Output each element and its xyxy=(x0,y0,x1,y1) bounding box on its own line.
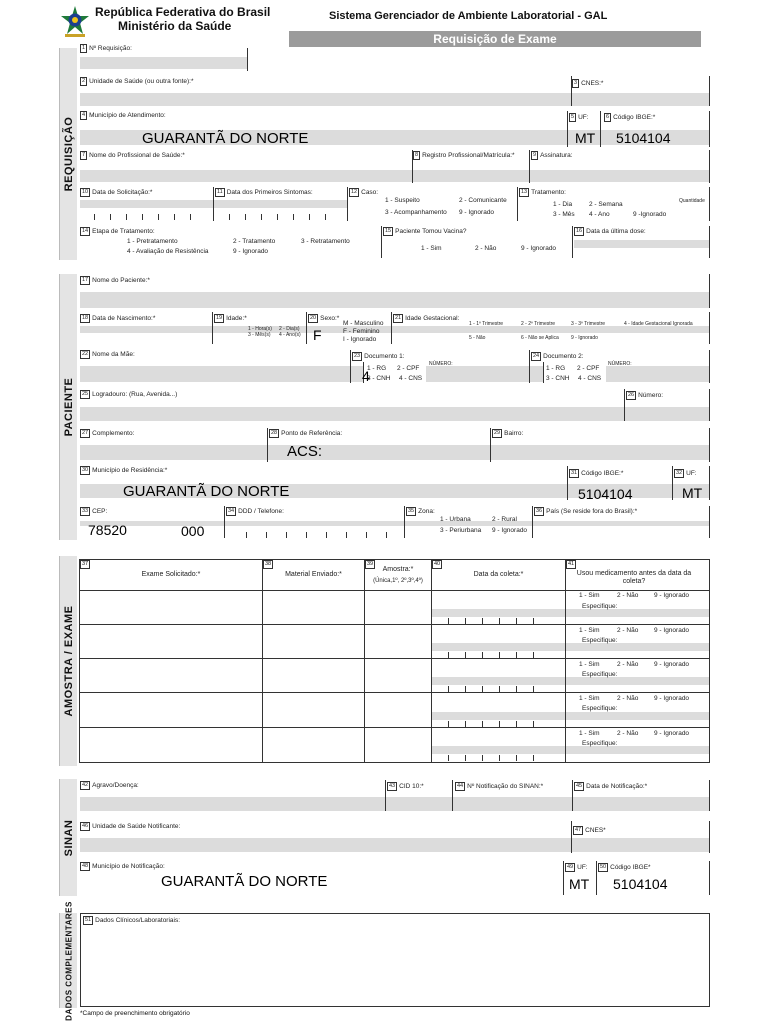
label-cnes: 3 CNES:* xyxy=(574,80,604,88)
label-notificacao-sinan: 44 Nº Notificação do SINAN:* xyxy=(457,783,544,791)
label-nome-paciente: 17 Nome do Paciente:* xyxy=(82,277,150,285)
label-uf-residencia: 32 UF: xyxy=(676,470,697,478)
system-title: Sistema Gerenciador de Ambiente Laboratorial - GAL xyxy=(329,10,608,22)
label-cid10: 43 CID 10:* xyxy=(389,783,424,791)
label-caso: 12 Caso: xyxy=(351,189,379,197)
label-data-nascimento: 18 Data de Nascimento:* xyxy=(82,315,156,323)
header-exame-solicitado: Exame Solicitado:* xyxy=(141,571,201,578)
label-municipio-residencia: 30 Município de Residência:* xyxy=(82,467,168,475)
ministry-name: Ministério da Saúde xyxy=(118,19,232,33)
label-uf-notificacao: 49 UF: xyxy=(567,864,588,872)
label-documento1: 23 Documento 1: xyxy=(354,353,405,361)
brazil-coat-of-arms-icon xyxy=(60,5,90,39)
label-ibge-notificacao: 50 Código IBGE* xyxy=(600,864,651,872)
exam-row-2[interactable] xyxy=(432,643,709,658)
label-vacina: 15 Paciente Tomou Vacina? xyxy=(385,228,467,236)
section-sinan: SINAN xyxy=(59,779,77,896)
label-codigo-ibge: 6 Código IBGE:* xyxy=(606,114,656,122)
label-complemento: 27 Complemento: xyxy=(82,430,135,438)
exam-row-3[interactable] xyxy=(432,677,709,692)
municipio-notificacao-value[interactable]: GUARANTÃ DO NORTE xyxy=(161,873,328,890)
label-telefone: 34 DDD / Telefone: xyxy=(228,508,284,516)
label-bairro: 29 Bairro: xyxy=(494,430,524,438)
section-amostra: AMOSTRA / EXAME xyxy=(59,556,77,766)
label-req-numero: 1 Nº Requisição: xyxy=(82,45,132,53)
label-sexo: 20 Sexo:* xyxy=(310,315,340,323)
field-logradouro[interactable] xyxy=(80,407,710,421)
municipio-residencia-value[interactable]: GUARANTÃ DO NORTE xyxy=(123,483,290,500)
header-amostra: Amostra:* xyxy=(382,566,414,573)
label-zona: 35 Zona: xyxy=(408,508,435,516)
label-ponto-referencia: 28 Ponto de Referência: xyxy=(271,430,343,438)
header-medicamento: Usou medicamento antes da data da coleta? xyxy=(576,570,692,586)
label-cep: 33 CEP: xyxy=(82,508,108,516)
header-material-enviado: Material Enviado:* xyxy=(285,571,342,578)
label-unidade-notificante: 46 Unidade de Saúde Notificante: xyxy=(82,823,181,831)
field-nome-paciente[interactable] xyxy=(80,292,710,308)
doc1-type-value[interactable]: 4 xyxy=(362,368,370,384)
label-data-sintomas: 11 Data dos Primeiros Sintomas: xyxy=(217,189,313,197)
municipio-atendimento-value[interactable]: GUARANTÃ DO NORTE xyxy=(142,130,309,147)
uf-notificacao-value[interactable]: MT xyxy=(569,876,590,892)
gov-name: República Federativa do Brasil xyxy=(95,5,271,19)
field-req-numero[interactable] xyxy=(80,57,247,69)
phone-ticks[interactable] xyxy=(226,526,402,538)
label-data-notificacao: 45 Data de Notificação:* xyxy=(576,783,648,791)
label-profissional: 7 Nome do Profissional de Saúde:* xyxy=(82,152,185,160)
dados-clinicos-box[interactable] xyxy=(80,913,710,1007)
section-dados-complementares: DADOS COMPLEMENTARES xyxy=(59,913,77,1008)
ponto-referencia-value[interactable]: ACS: xyxy=(287,443,323,460)
label-nome-mae: 22 Nome da Mãe: xyxy=(82,351,135,359)
date-ticks-11[interactable] xyxy=(215,208,347,220)
header-data-coleta: Data da coleta:* xyxy=(473,571,524,578)
label-logradouro: 25 Logradouro: (Rua, Avenida...) xyxy=(82,391,178,399)
date-ticks-10[interactable] xyxy=(80,208,212,220)
label-numero: 26 Número: xyxy=(628,392,664,400)
section-paciente: PACIENTE xyxy=(59,274,77,540)
footer-note: *Campo de preenchimento obrigatório xyxy=(80,1010,190,1017)
cep-value-2[interactable]: 000 xyxy=(181,523,205,539)
label-documento2: 24 Documento 2: xyxy=(533,353,584,361)
label-tratamento: 13 Tratamento: xyxy=(521,189,566,197)
cep-value-1[interactable]: 78520 xyxy=(88,522,127,538)
label-assinatura: 9 Assinatura: xyxy=(533,152,573,160)
exam-row-5[interactable] xyxy=(432,746,709,762)
field-unidade-saude[interactable] xyxy=(80,93,710,106)
label-ultima-dose: 16 Data da última dose: xyxy=(576,228,646,236)
label-municipio-atendimento: 4 Município de Atendimento: xyxy=(82,112,166,120)
label-cnes-notificante: 47 CNES* xyxy=(575,827,606,835)
ibge-residencia-value[interactable]: 5104104 xyxy=(578,486,633,502)
header-amostra-sub: (Única,1º, 2º,3º,4º) xyxy=(373,578,423,584)
label-idade: 19 Idade:* xyxy=(216,315,247,323)
label-etapa-tratamento: 14 Etapa de Tratamento: xyxy=(82,228,155,236)
form-banner xyxy=(289,31,701,47)
label-ibge-residencia: 31 Código IBGE:* xyxy=(571,470,624,478)
label-idade-gestacional: 21 Idade Gestacional: xyxy=(395,315,460,323)
label-municipio-notificacao: 48 Município de Notificação: xyxy=(82,863,165,871)
field-agravo[interactable] xyxy=(80,797,710,811)
label-unidade-saude: 2 Unidade de Saúde (ou outra fonte):* xyxy=(82,78,194,86)
exam-row-1[interactable] xyxy=(432,609,709,624)
sexo-value[interactable]: F xyxy=(313,327,322,343)
codigo-ibge-value[interactable]: 5104104 xyxy=(616,130,671,146)
uf-residencia-value[interactable]: MT xyxy=(682,485,703,501)
label-pais: 36 País (Se reside fora do Brasil):* xyxy=(536,508,638,516)
label-registro: 8 Registro Profissional/Matrícula:* xyxy=(415,152,515,160)
label-agravo: 42 Agravo/Doença: xyxy=(82,782,139,790)
form-banner-text: Requisição de Exame xyxy=(433,32,557,46)
exam-row-4[interactable] xyxy=(432,712,709,727)
ibge-notificacao-value[interactable]: 5104104 xyxy=(613,876,668,892)
label-data-solicitacao: 10 Data de Solicitação:* xyxy=(82,189,153,197)
uf-value[interactable]: MT xyxy=(575,130,596,146)
label-dados-clinicos: 51 Dados Clínicos/Laboratoriais: xyxy=(85,917,181,925)
section-requisicao: REQUISIÇÃO xyxy=(59,48,77,260)
label-uf: 5 UF: xyxy=(571,114,589,122)
